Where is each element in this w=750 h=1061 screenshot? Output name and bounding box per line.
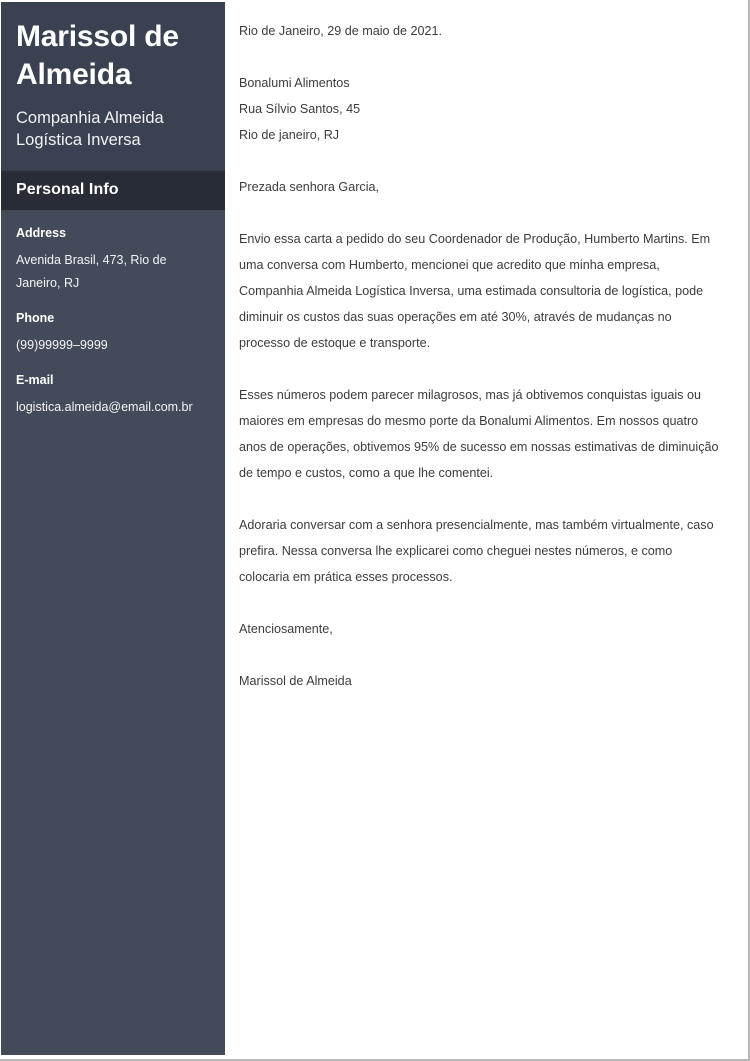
contact-value-email: logistica.almeida@email.com.br [16, 400, 193, 415]
contact-item-address [16, 226, 210, 295]
recipient-block [239, 70, 726, 148]
date-block [239, 18, 726, 44]
signature-name: Marissol de Almeida [239, 674, 352, 688]
letter-paragraph-2: Esses números podem parecer milagrosos, mas já obtivemos conquistas iguais ou maiores em empresas do mesmo porte da Bonalumi Alimentos. Em nossos quatro anos de operações, obtivemos 95% de sucesso em nossas estimativas de diminuição de tempo e custos, como a que lhe comentei. [239, 388, 719, 480]
salutation: Prezada senhora Garcia, [239, 180, 380, 194]
contact-label-phone: Phone [16, 311, 55, 326]
date-line: Rio de Janeiro, 29 de maio de 2021. [239, 24, 443, 38]
closing-block [239, 616, 726, 642]
sidebar-contact-list [1, 210, 225, 747]
contact-label-email: E-mail [16, 373, 54, 388]
candidate-name: Marissol de Almeida [16, 20, 179, 92]
personal-info-title: Personal Info [16, 181, 119, 198]
sidebar [1, 2, 225, 1055]
letter-paragraph-1: Envio essa carta a pedido do seu Coordenador de Produção, Humberto Martins. Em uma conversa com Humberto, mencionei que acredito que minha empresa, Companhia Almeida Logística Inversa, uma estimada consultoria de logística, pode diminuir os custos das suas operações em até 30%, através de mudanças no processo de estoque e transporte. [239, 232, 711, 350]
sidebar-header [1, 2, 225, 171]
candidate-subtitle: Companhia Almeida Logística Inversa [16, 108, 164, 149]
sidebar-filler [1, 747, 225, 1055]
closing-line: Atenciosamente, [239, 622, 333, 636]
contact-value-phone: (99)99999–9999 [16, 338, 108, 353]
letter-content [225, 0, 748, 1059]
contact-label-address: Address [16, 226, 67, 240]
recipient-street: Rua Sílvio Santos, 45 [239, 102, 361, 116]
letter-paragraph-3: Adoraria conversar com a senhora presencialmente, mas também virtualmente, caso prefira. Nessa conversa lhe explicarei como cheguei nestes números, e como colocaria em prática esses processos. [239, 518, 714, 584]
recipient-company: Bonalumi Alimentos [239, 76, 350, 90]
recipient-city: Rio de janeiro, RJ [239, 128, 340, 142]
personal-info-band [1, 171, 225, 210]
salutation-block [239, 174, 726, 200]
contact-value-address: Avenida Brasil, 473, Rio de Janeiro, RJ [16, 253, 167, 291]
contact-item-email [16, 373, 210, 419]
signature-block [239, 668, 726, 694]
contact-item-phone [16, 311, 210, 357]
